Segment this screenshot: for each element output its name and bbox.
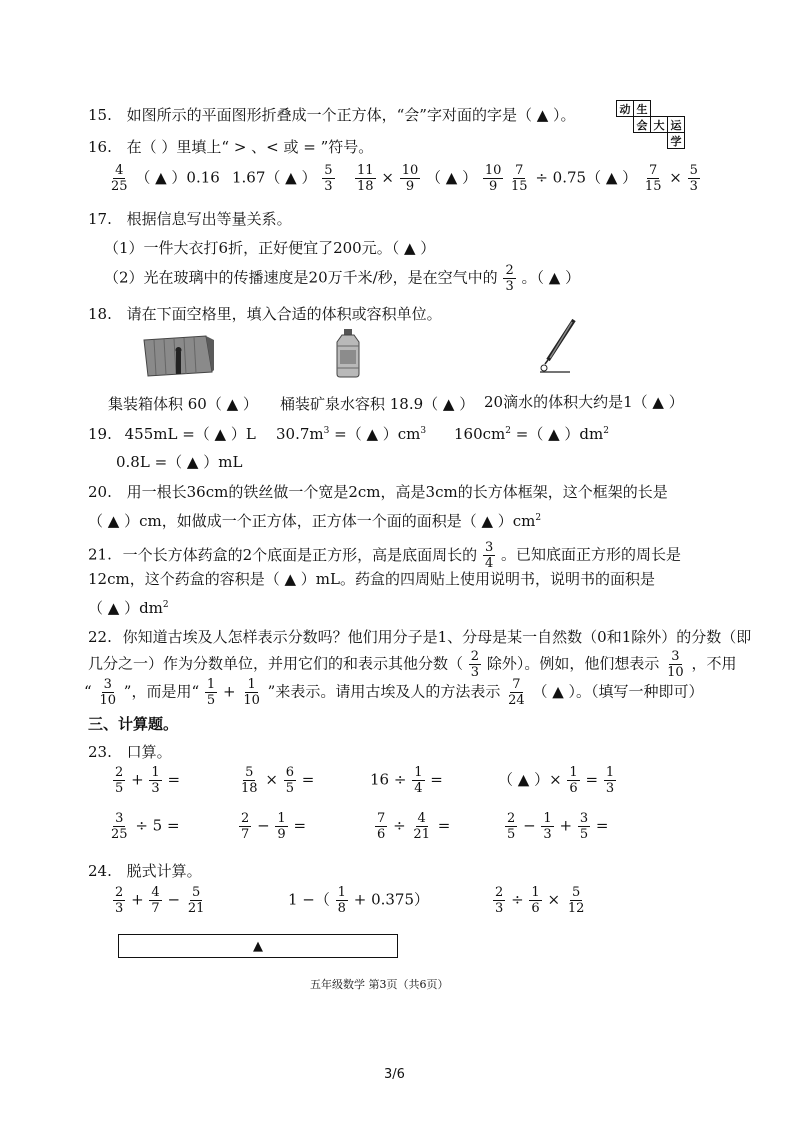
fraction: $\frac{2}{3}$: [505, 263, 514, 294]
fraction: $\frac{11}{18}$: [357, 163, 374, 194]
q19-number: 19.: [88, 425, 112, 443]
q21-line-1: 21. 一个长方体药盒的2个底面是正方形，高是底面周长的 $\frac{3}{4}$ 。已知底面正方形的周长是: [88, 540, 682, 571]
q24: 24. 脱式计算。: [88, 862, 202, 880]
fraction: $\frac{7}{24}$: [508, 677, 525, 708]
section-3-heading: 三、计算题。: [88, 715, 179, 733]
q16: [88, 136, 373, 157]
fraction: $\frac{3}{4}$: [484, 540, 494, 571]
q22-line-1: 22. 你知道古埃及人怎样表示分数吗？他们用分子是1、分母是某一自然数（0和1除外）的分数（即: [88, 628, 752, 646]
net-cell-6: 学: [667, 132, 685, 149]
fraction: $\frac{10}{9}$: [401, 163, 419, 194]
fraction: $\frac{1}{10}$: [243, 677, 260, 708]
q22-line-3: “ $\frac{3}{10}$ ”，而是用“ $\frac{1}{5}$ + $\frac{1}{10}$ ”来表示。请用古埃及人的方法表示 $\frac{7}{24}$ （ ▲ ）。（填写一种即可）: [84, 677, 704, 708]
q19-a: 455mL =（ ▲ ）L: [124, 425, 256, 443]
q19-d: 0.8L =（ ▲ ）mL: [116, 453, 243, 471]
fraction: $\frac{5}{3}$: [689, 163, 698, 194]
net-cell-3: 会: [633, 116, 651, 133]
q24-expr-2: 1 −（ $\frac{1}{8}$ + 0.375）: [288, 885, 430, 916]
fraction: $\frac{7}{15}$: [511, 163, 528, 194]
fraction: $\frac{3}{10}$: [667, 649, 684, 680]
q23-r1-4: （ ▲ ）× $\frac{1}{6}$ = $\frac{1}{3}$: [498, 765, 615, 796]
q18: [88, 303, 442, 324]
q23-r1-2: $\frac{5}{18}$ × $\frac{6}{5}$ =: [241, 765, 315, 796]
fraction: $\frac{4}{25}$: [111, 163, 128, 194]
water-bottle-image: [332, 328, 364, 378]
page-number: 3/6: [384, 1067, 405, 1082]
q23-r1-1: $\frac{2}{5}$ + $\frac{1}{3}$ =: [115, 765, 181, 796]
q17-number: 17.: [88, 210, 112, 228]
fraction: $\frac{7}{15}$: [644, 163, 662, 194]
q23: 23. 口算。: [88, 743, 172, 761]
q17: [88, 208, 292, 229]
q16-expr-1: $\frac{4}{25}$ （ ▲ ）0.16: [111, 163, 220, 194]
q23-r2-1: $\frac{3}{25}$ ÷ 5 =: [111, 811, 180, 842]
q22-number: 22.: [88, 628, 112, 646]
q15-text: 如图所示的平面图形折叠成一个正方体，“会”字对面的字是（ ▲ ）。: [126, 106, 576, 124]
q18-dropper: 20滴水的体积大约是1（ ▲ ）: [484, 393, 684, 411]
q19-c: $160cm^2$ =（ ▲ ）$dm^2$: [454, 425, 609, 443]
q21-number: 21.: [88, 545, 112, 564]
q17-text: 根据信息写出等量关系。: [126, 210, 292, 228]
q16-expr-4: $\frac{7}{15}$ ÷ 0.75（ ▲ ） $\frac{7}{15}$ × $\frac{5}{3}$: [511, 163, 698, 194]
q19-b: $30.7m^3$ =（ ▲ ）$cm^3$: [276, 425, 427, 443]
q17-sub-2: （2）光在玻璃中的传播速度是20万千米/秒，是在空气中的 $\frac{2}{3}$ 。（ ▲ ）: [104, 263, 581, 294]
q18-number: 18.: [88, 305, 112, 323]
net-cell-2: 生: [633, 100, 651, 117]
q24-expr-1: $\frac{2}{3}$ + $\frac{4}{7}$ − $\frac{5}{21}$: [115, 885, 205, 916]
q23-number: 23.: [88, 743, 112, 761]
q23-r1-3: 16 ÷ $\frac{1}{4}$ =: [370, 765, 443, 796]
answer-box[interactable]: [118, 934, 398, 958]
net-cell-5: 运: [667, 116, 685, 133]
q18-container: 集装箱体积 60（ ▲ ）: [108, 395, 258, 413]
q17-sub-1: （1）一件大衣打6折，正好便宜了200元。（ ▲ ）: [104, 239, 436, 257]
page-footer: 五年级数学 第3页（共6页）: [310, 978, 449, 991]
q15: [88, 104, 576, 125]
q21-line-2: 12cm，这个药盒的容积是（ ▲ ）mL。药盒的四周贴上使用说明书，说明书的面积是: [88, 570, 655, 588]
q24-number: 24.: [88, 862, 112, 880]
fraction: $\frac{3}{10}$: [99, 677, 116, 708]
q15-number: 15.: [88, 106, 112, 124]
fraction: $\frac{10}{9}$: [484, 163, 502, 194]
q24-expr-3: $\frac{2}{3}$ ÷ $\frac{1}{6}$ × $\frac{5}{12}$: [495, 885, 585, 916]
dropper-image: [538, 318, 578, 374]
q16-expr-2: 1.67（ ▲ ） $\frac{5}{3}$: [232, 163, 333, 194]
q16-number: 16.: [88, 138, 112, 156]
q20-line-2: （ ▲ ）cm，如做成一个正方体，正方体一个面的面积是（ ▲ ）$cm^2$: [88, 512, 542, 530]
q18-bottle: 桶装矿泉水容积 18.9（ ▲ ）: [280, 395, 475, 413]
q19: [88, 423, 256, 444]
net-cell-4: 大: [650, 116, 668, 133]
q23-r2-3: $\frac{7}{6}$ ÷ $\frac{4}{21}$ =: [377, 811, 451, 842]
q20-line-1: 20. 用一根长36cm的铁丝做一个宽是2cm，高是3cm的长方体框架，这个框架的长是: [88, 483, 668, 501]
q21-line-3: （ ▲ ）$dm^2$: [88, 599, 169, 617]
answer-marker: ▲: [253, 938, 263, 954]
q22-line-2: 几分之一）作为分数单位，并用它们的和表示其他分数（ $\frac{2}{3}$ 除外）。例如，他们想表示 $\frac{3}{10}$ ，不用: [88, 649, 737, 680]
q18-text: 请在下面空格里，填入合适的体积或容积单位。: [126, 305, 442, 323]
fraction: $\frac{1}{5}$: [206, 677, 216, 708]
q23-r2-2: $\frac{2}{7}$ − $\frac{1}{9}$ =: [241, 811, 307, 842]
fraction: $\frac{2}{3}$: [470, 649, 480, 680]
q16-text: 在（ ）里填上“ > 、< 或 = ”符号。: [126, 138, 374, 156]
q20-number: 20.: [88, 483, 112, 501]
fraction: $\frac{5}{3}$: [324, 163, 333, 194]
cube-net: [616, 100, 690, 152]
q23-r2-4: $\frac{2}{5}$ − $\frac{1}{3}$ + $\frac{3}{5}$ =: [507, 811, 609, 842]
net-cell-1: 动: [616, 100, 634, 117]
q16-expr-3: $\frac{11}{18}$ × $\frac{10}{9}$ （ ▲ ） $\frac{10}{9}$: [357, 163, 502, 194]
container-image: [138, 332, 216, 380]
